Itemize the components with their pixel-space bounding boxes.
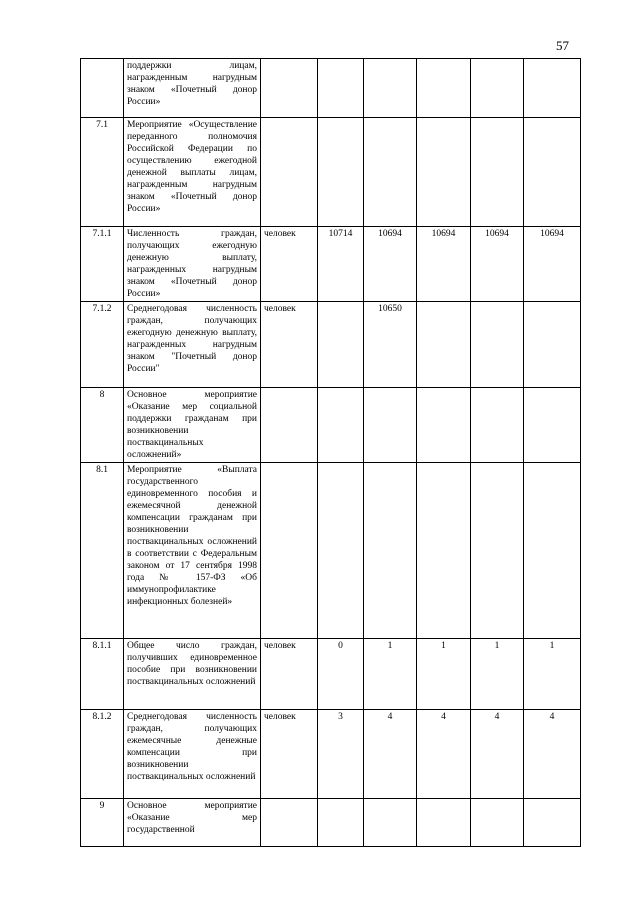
row-number: [81, 59, 124, 118]
row-number: 8.1.2: [81, 710, 124, 799]
row-number: 8: [81, 388, 124, 463]
value-cell: 4: [417, 710, 471, 799]
value-cell: [318, 799, 364, 847]
value-cell: 1: [524, 639, 581, 710]
indicator-name: поддержки лицам, награжденным нагрудным знаком «Почетный донор России»: [124, 59, 261, 118]
indicator-name: Мероприятие «Выплата государственного единовременного пособия и ежемесячной денежной компенсации гражданам при возникновении поствакцинальных осложнений в соответствии с Федеральным законом от 17 сентября 1998 года № 157-ФЗ «Об иммунопрофилактике инфекционных болезней»: [124, 463, 261, 639]
value-cell: 4: [364, 710, 417, 799]
value-cell: [471, 799, 524, 847]
unit-cell: человек: [261, 302, 318, 388]
indicator-name: Мероприятие «Осуществление переданного полномочия Российской Федерации по осуществлению ежегодной денежной выплаты лицам, награжденным нагрудным знаком «Почетный донор России»: [124, 118, 261, 227]
value-cell: [524, 388, 581, 463]
unit-cell: [261, 799, 318, 847]
indicator-name: Общее число граждан, получивших единовременное пособие при возникновении поствакцинальных осложнений: [124, 639, 261, 710]
row-number: 7.1: [81, 118, 124, 227]
value-cell: [364, 463, 417, 639]
value-cell: [471, 302, 524, 388]
row-number: 7.1.2: [81, 302, 124, 388]
indicator-table: [80, 58, 581, 847]
unit-cell: [261, 388, 318, 463]
row-number: 7.1.1: [81, 227, 124, 302]
value-cell: 10694: [524, 227, 581, 302]
indicator-name: Основное мероприятие «Оказание мер государственной: [124, 799, 261, 847]
value-cell: [417, 388, 471, 463]
unit-cell: [261, 463, 318, 639]
value-cell: [524, 302, 581, 388]
row-number: 8.1.1: [81, 639, 124, 710]
indicator-name: Среднегодовая численность граждан, получающих ежемесячные денежные компенсации при возникновении поствакцинальных осложнений: [124, 710, 261, 799]
value-cell: [318, 118, 364, 227]
value-cell: [318, 59, 364, 118]
row-number: 8.1: [81, 463, 124, 639]
table-row: [81, 227, 581, 302]
page-number: 57: [556, 38, 569, 53]
value-cell: 10714: [318, 227, 364, 302]
value-cell: 4: [524, 710, 581, 799]
value-cell: 10694: [417, 227, 471, 302]
value-cell: [417, 799, 471, 847]
value-cell: [524, 118, 581, 227]
unit-cell: человек: [261, 710, 318, 799]
value-cell: [524, 59, 581, 118]
table-row: [81, 118, 581, 227]
table-row: [81, 463, 581, 639]
value-cell: 0: [318, 639, 364, 710]
value-cell: [524, 799, 581, 847]
value-cell: [364, 799, 417, 847]
value-cell: [471, 59, 524, 118]
value-cell: 3: [318, 710, 364, 799]
value-cell: [318, 388, 364, 463]
value-cell: 10650: [364, 302, 417, 388]
unit-cell: [261, 59, 318, 118]
unit-cell: человек: [261, 639, 318, 710]
table-row: [81, 59, 581, 118]
value-cell: [417, 302, 471, 388]
value-cell: [524, 463, 581, 639]
table-row: [81, 799, 581, 847]
value-cell: [318, 463, 364, 639]
value-cell: [417, 463, 471, 639]
indicator-name: Среднегодовая численность граждан, получающих ежегодную денежную выплату, награжденных нагрудным знаком "Почетный донор России": [124, 302, 261, 388]
unit-cell: человек: [261, 227, 318, 302]
value-cell: 1: [471, 639, 524, 710]
value-cell: 4: [471, 710, 524, 799]
row-number: 9: [81, 799, 124, 847]
value-cell: [318, 302, 364, 388]
value-cell: [364, 388, 417, 463]
unit-cell: [261, 118, 318, 227]
value-cell: [471, 118, 524, 227]
value-cell: [364, 59, 417, 118]
table-row: [81, 710, 581, 799]
value-cell: 10694: [471, 227, 524, 302]
value-cell: 1: [417, 639, 471, 710]
indicator-name: Основное мероприятие «Оказание мер социальной поддержки гражданам при возникновении поствакцинальных осложнений»: [124, 388, 261, 463]
indicator-name: Численность граждан, получающих ежегодную денежную выплату, награжденных нагрудным знаком «Почетный донор России»: [124, 227, 261, 302]
value-cell: [471, 463, 524, 639]
value-cell: [364, 118, 417, 227]
value-cell: [471, 388, 524, 463]
value-cell: 10694: [364, 227, 417, 302]
value-cell: 1: [364, 639, 417, 710]
table-row: [81, 388, 581, 463]
table-row: [81, 639, 581, 710]
value-cell: [417, 59, 471, 118]
value-cell: [417, 118, 471, 227]
table-row: [81, 302, 581, 388]
